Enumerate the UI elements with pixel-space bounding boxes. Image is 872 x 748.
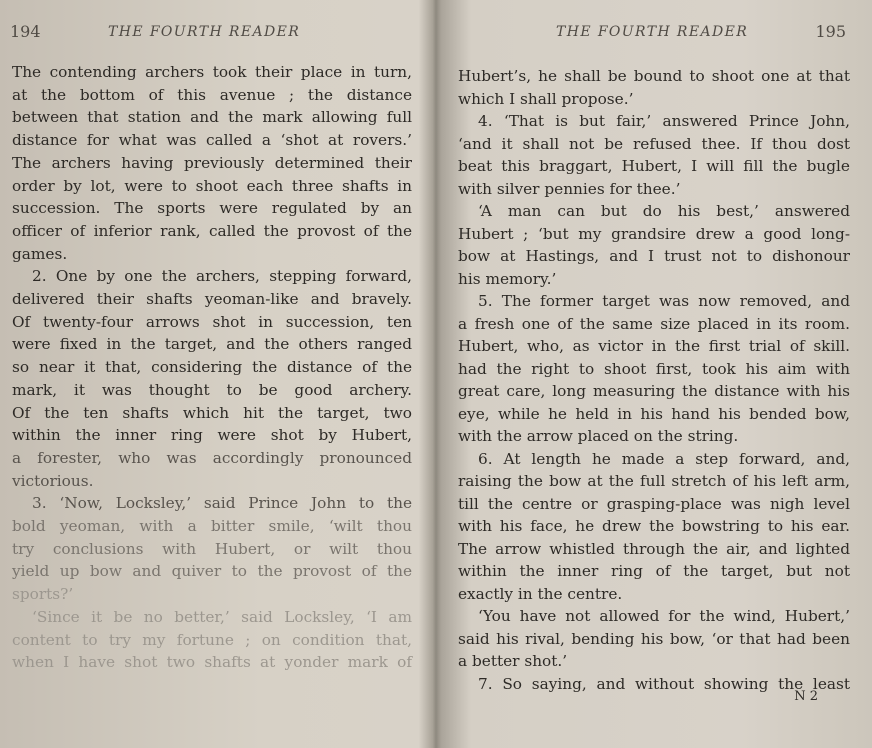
text-line: ‘You have not allowed for the wind, Hubert,’: [478, 607, 850, 625]
text-line: a better shot.’: [458, 652, 568, 670]
text-line: Of the ten shafts which hit the target, two: [12, 403, 412, 422]
text-line: 4. ‘That is but fair,’ answered Prince John,: [478, 112, 850, 130]
text-line: try conclusions with Hubert, or wilt thou: [12, 539, 412, 558]
text-line: eye, while he held in his hand his bended bow,: [458, 404, 850, 423]
text-line: delivered their shafts yeoman-like and bravely.: [12, 290, 412, 308]
signature-mark: N 2: [794, 689, 818, 704]
text-line: a fresh one of the same size placed in its room.: [458, 314, 850, 333]
right-page: [438, 0, 872, 748]
text-line: Hubert, who, as victor in the first trial of skill.: [458, 337, 850, 355]
text-line: beat this braggart, Hubert, I will fill the bugle: [458, 157, 850, 175]
text-line: between that station and the mark allowing full: [12, 108, 412, 127]
text-line: 2. One by one the archers, stepping forward,: [32, 267, 412, 286]
text-line: with the arrow placed on the string.: [458, 427, 739, 445]
text-line: distance for what was called a ‘shot at rovers.’: [12, 131, 412, 150]
text-line: Of twenty-four arrows shot in succession, ten: [12, 312, 412, 331]
text-line: bow at Hastings, and I trust not to dishonour: [458, 247, 850, 265]
text-line: Hubert ; ‘but my grandsire drew a good long-: [458, 224, 850, 243]
text-line: so near it that, considering the distance of the: [12, 358, 412, 377]
text-line: 3. ‘Now, Locksley,’ said Prince John to the: [32, 494, 412, 513]
text-line: within the inner ring of the target, but not: [458, 562, 850, 580]
text-line: within the inner ring were shot by Hubert,: [12, 426, 412, 445]
text-line: Hubert’s, he shall be bound to shoot one at that: [458, 67, 850, 85]
text-line: with his face, he drew the bowstring to his ear.: [458, 517, 850, 535]
text-line: till the centre or grasping-place was nigh level: [458, 494, 850, 513]
text-line: The arrow whistled through the air, and lighted: [458, 539, 850, 558]
text-line: ‘A man can but do his best,’ answered: [478, 202, 850, 220]
text-line: exactly in the centre.: [458, 584, 623, 603]
running-title: THE FOURTH READER: [108, 24, 301, 40]
text-line: 5. The former target was now removed, and: [478, 292, 850, 310]
text-line: victorious.: [12, 471, 94, 490]
text-line: order by lot, were to shoot each three shafts in: [12, 176, 412, 195]
text-line: said his rival, bending his bow, ‘or that had been: [458, 629, 850, 648]
text-line: a forester, who was accordingly pronounced: [12, 448, 412, 467]
text-line: when I have shot two shafts at yonder mark of: [12, 653, 412, 672]
text-line: raising the bow at the full stretch of his left arm,: [458, 472, 850, 490]
right-page-header: [438, 22, 872, 46]
text-line: yield up bow and quiver to the provost of the: [12, 562, 412, 581]
text-line: which I shall propose.’: [458, 89, 634, 108]
text-line: 6. At length he made a step forward, and,: [478, 449, 850, 468]
page-number: 194: [10, 22, 41, 41]
text-line: great care, long measuring the distance with his: [458, 382, 850, 400]
text-line: bold yeoman, with a bitter smile, ‘wilt thou: [12, 517, 412, 535]
text-line: content to try my fortune ; on condition that,: [12, 630, 412, 649]
text-line: with silver pennies for thee.’: [458, 179, 681, 198]
text-line: The archers having previously determined their: [12, 153, 412, 172]
text-line: The contending archers took their place in turn,: [12, 63, 412, 81]
text-line: ‘Since it be no better,’ said Locksley, ‘I am: [32, 607, 412, 626]
text-line: mark, it was thought to be good archery.: [12, 380, 412, 399]
text-line: succession. The sports were regulated by an: [12, 199, 412, 218]
page-number: 195: [815, 22, 846, 41]
running-title: THE FOURTH READER: [556, 24, 749, 40]
text-line: 7. So saying, and without showing the least: [478, 674, 850, 693]
text-line: officer of inferior rank, called the provost of the: [12, 221, 412, 240]
text-line: sports?’: [12, 585, 74, 604]
text-line: his memory.’: [458, 269, 557, 288]
text-line: were fixed in the target, and the others ranged: [12, 335, 412, 354]
text-line: had the right to shoot first, took his aim with: [458, 359, 850, 378]
text-line: at the bottom of this avenue ; the distance: [12, 85, 412, 104]
text-line: games.: [12, 244, 68, 263]
left-page-header: [0, 22, 436, 46]
text-line: ‘and it shall not be refused thee. If thou dost: [458, 134, 850, 153]
